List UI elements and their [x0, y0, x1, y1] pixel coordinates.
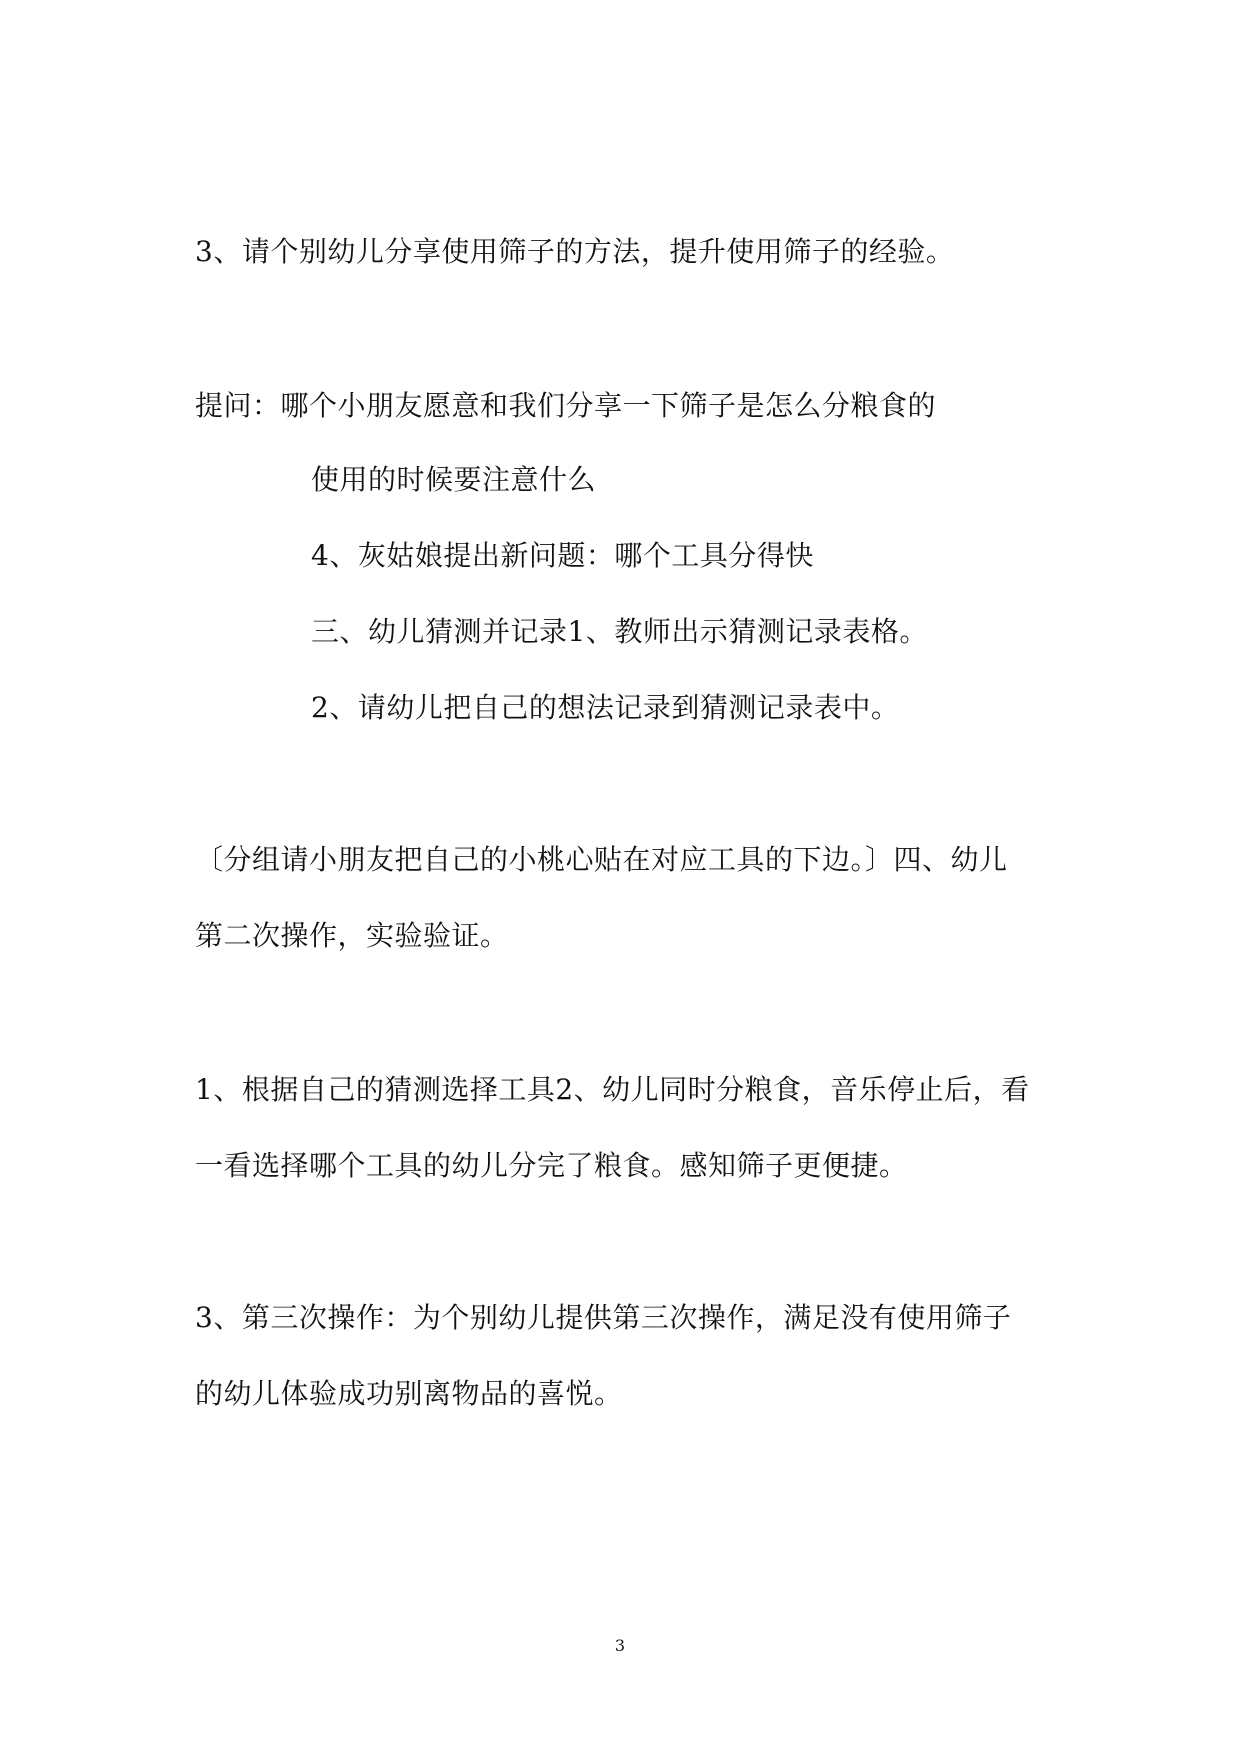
- paragraph-line: 一看选择哪个工具的幼儿分完了粮食。感知筛子更便捷。: [195, 1149, 908, 1182]
- paragraph-line: 使用的时候要注意什么: [311, 463, 597, 496]
- page-number: 3: [614, 1636, 626, 1655]
- paragraph-line: 〔分组请小朋友把自己的小桃心贴在对应工具的下边。〕四、幼儿: [195, 843, 1008, 876]
- paragraph-line: 第二次操作，实验验证。: [195, 919, 509, 952]
- paragraph-line: 提问：哪个小朋友愿意和我们分享一下筛子是怎么分粮食的: [195, 389, 937, 422]
- paragraph-line: 3、请个别幼儿分享使用筛子的方法，提升使用筛子的经验。: [195, 235, 955, 268]
- paragraph-line: 三、幼儿猜测并记录1、教师出示猜测记录表格。: [311, 615, 928, 648]
- paragraph-line: 的幼儿体验成功别离物品的喜悦。: [195, 1377, 623, 1410]
- paragraph-line: 2、请幼儿把自己的想法记录到猜测记录表中。: [311, 691, 900, 724]
- paragraph-line: 1、根据自己的猜测选择工具2、幼儿同时分粮食，音乐停止后，看: [195, 1073, 1030, 1106]
- paragraph-line: 4、灰姑娘提出新问题：哪个工具分得快: [311, 539, 814, 572]
- paragraph-line: 3、第三次操作：为个别幼儿提供第三次操作，满足没有使用筛子: [195, 1301, 1012, 1334]
